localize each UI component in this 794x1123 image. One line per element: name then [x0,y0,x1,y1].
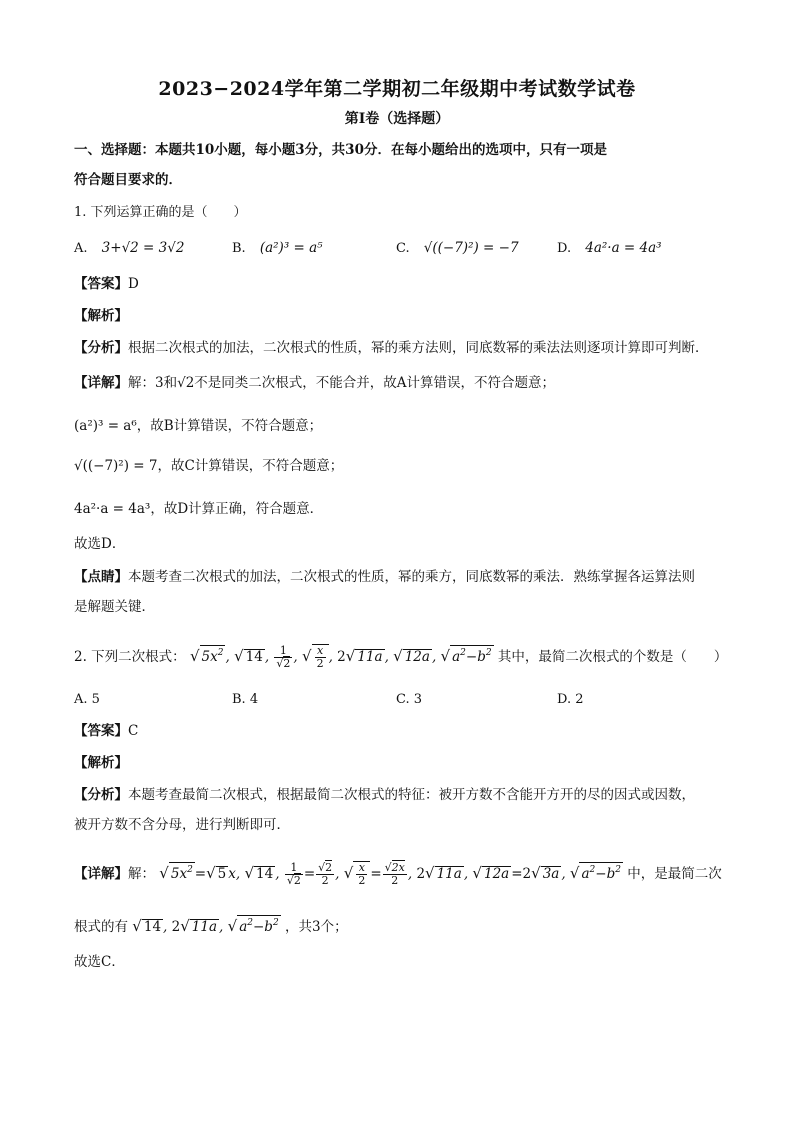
q2-answer [74,721,734,741]
q2-detail-line2 [74,915,734,937]
q1-option-c-label: C. [396,241,410,256]
q1-detail-tag: 【详解】 [74,375,128,391]
q2-fenxi-line2: 被开方数不含分母，进行判断即可． [74,817,290,833]
q1-analysis-tag [74,306,734,326]
q2-answer-tag: 【答案】 [74,723,128,739]
q1-conclusion: 故选D． [74,536,126,552]
q1-answer-tag: 【答案】 [74,276,128,292]
q1-option-a-label: A. [74,241,88,256]
q1-comment-line2: 是解题关键． [74,599,155,615]
q2-detail-prefix: 解： [128,866,155,882]
q1-detail-1 [74,373,734,393]
q2-detail-line2-prefix: 根式的有 [74,919,128,935]
q1-option-d-label: D. [557,241,572,256]
q1-detail-1-text: 解：3和√2不是同类二次根式，不能合并，故A计算错误，不符合题意； [128,375,556,391]
q1-answer-value: D [128,276,139,292]
q2-analysis-label: 【解析】 [74,755,128,771]
q2-fenxi-text: 本题考查最简二次根式，根据最简二次根式的特征：被开方数不含能开方开的尽的因式或因数， [128,787,695,803]
q1-comment-line1 [74,567,734,587]
q2-stem [74,644,734,670]
section-instruction-line1: 一、选择题：本题共10小题，每小题3分，共30分．在每小题给出的选项中，只有一项是 [74,142,607,158]
q1-analysis-label: 【解析】 [74,308,128,324]
q2-answer-value: C [128,723,139,739]
q2-radicals-list: √ $5x^2$ , √ 14 , $\frac{1}{√2}$ , √ $\frac{x}{2}$ , 2√ 11a , √ 12a , √ $a^2-b^2$ [189,644,492,670]
q2-analysis-tag [74,753,734,773]
q2-stem-prefix: 2. 下列二次根式： [74,649,186,665]
q1-detail-3: √((−7)²) = 7，故C计算错误，不符合题意； [74,458,344,474]
q1-option-d [557,240,662,256]
q1-option-d-formula: 4a²·a = 4a³ [585,240,662,256]
q2-option-a: A. 5 [74,692,100,707]
q2-conclusion: 故选C． [74,954,125,970]
q2-detail-line2-suffix: ，共3个； [284,919,348,935]
q2-stem-suffix: 其中，最简二次根式的个数是（ ） [497,649,728,665]
q1-option-a [74,240,184,256]
q1-fenxi-tag: 【分析】 [74,340,128,356]
q1-option-c-formula: √((−7)²) = −7 [423,240,519,256]
q1-stem: 1. 下列运算正确的是（ ） [74,205,247,220]
q2-detail-line1 [74,861,734,887]
q1-option-a-formula: 3+√2 = 3√2 [101,240,185,256]
q1-option-b-label: B. [232,241,246,256]
q1-option-b [232,240,323,256]
q1-answer [74,274,734,294]
q2-detail-formulas: √ $5x^2$ =√ 5 x, √ 14 , $\frac{1}{√2}$ = $\frac{√2}{2}$ , √ $\frac{x}{2}$ = $\frac{√2x}{2}$ , 2√ 11a , √ 12a =2√ 3a , √ $a^2-b^2$ [159,861,621,887]
q2-detail-suffix: 中，是最简二次 [627,866,722,882]
q1-detail-4: 4a²·a = 4a³，故D计算正确，符合题意． [74,501,324,517]
section-instruction-line2: 符合题目要求的． [74,172,182,188]
q1-option-c [396,240,519,256]
q1-fenxi-text: 根据二次根式的加法，二次根式的性质，幂的乘方法则，同底数幂的乘法法则逐项计算即可判断． [128,340,709,356]
q2-detail-tag: 【详解】 [74,866,128,882]
exam-title: 2023−2024学年第二学期初二年级期中考试数学试卷 [158,78,636,100]
q2-option-b: B. 4 [232,692,259,707]
q1-option-b-formula: (a²)³ = a⁵ [259,240,323,256]
q2-simplest-radicals: √ 14 , 2√ 11a , √ $a^2-b^2$ [132,917,279,935]
q1-detail-2: (a²)³ = a⁶，故B计算错误，不符合题意； [74,418,323,434]
q1-comment-text: 本题考查二次根式的加法，二次根式的性质，幂的乘方，同底数幂的乘法．熟练掌握各运算法则 [128,569,695,585]
q2-fenxi-tag: 【分析】 [74,787,128,803]
q1-fenxi [74,338,734,358]
q2-fenxi-line1 [74,785,734,805]
q2-option-c: C. 3 [396,692,423,707]
q1-comment-tag: 【点睛】 [74,569,128,585]
section-subtitle: 第Ⅰ卷（选择题） [344,111,450,127]
q2-option-d: D. 2 [557,692,584,707]
